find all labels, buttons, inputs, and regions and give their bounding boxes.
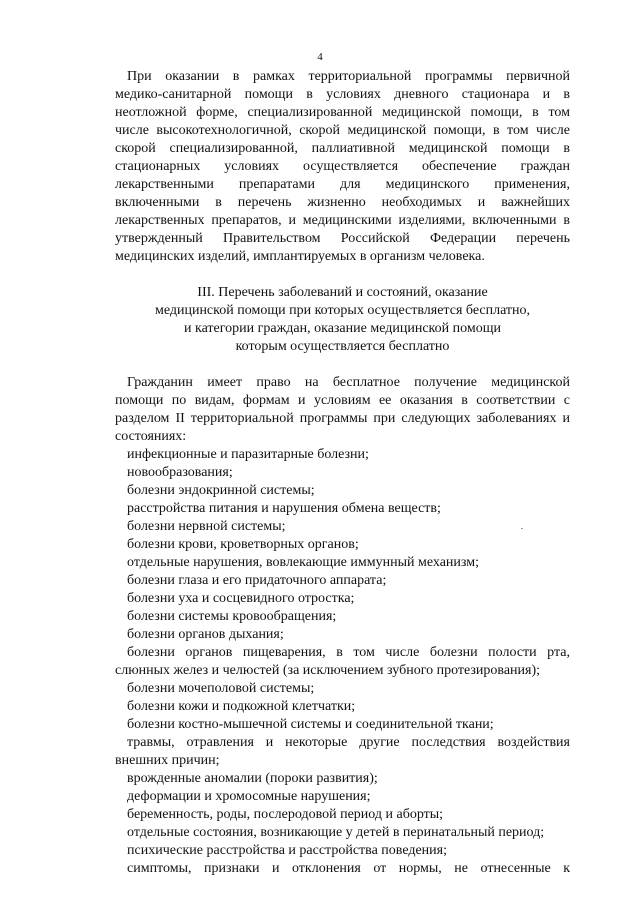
list-item: болезни органов дыхания;: [127, 627, 284, 642]
list-item: симптомы, признаки и отклонения от нормы, не отнесенные к: [127, 861, 570, 876]
list-item: болезни глаза и его придаточного аппарата;: [127, 573, 387, 588]
list-item: деформации и хромосомные нарушения;: [127, 789, 371, 804]
list-item: новообразования;: [127, 465, 233, 480]
list-item: инфекционные и паразитарные болезни;: [127, 447, 369, 462]
list-item: болезни эндокринной системы;: [127, 483, 315, 498]
intro-first-line: Гражданин имеет право на бесплатное получение медицинской: [127, 375, 570, 390]
heading-line-2: медицинской помощи при которых осуществляется бесплатно,: [154, 303, 531, 318]
list-item: травмы, отравления и некоторые другие последствия воздействия внешних причин;: [115, 735, 570, 768]
section-heading: [115, 284, 570, 356]
list-item: болезни системы кровообращения;: [127, 609, 337, 624]
list-item: болезни нервной системы;: [127, 519, 286, 534]
list-item: беременность, роды, послеродовой период и аборты;: [127, 807, 444, 822]
intro-paragraph: [115, 374, 570, 446]
paragraph-first-line: При оказании в рамках территориальной программы первичной: [127, 69, 570, 84]
heading-line-4: которым осуществляется бесплатно: [235, 339, 450, 354]
list-item: болезни органов пищеварения, в том числе болезни полости рта, слюнных желез и челюстей (за исключением зубного протезирования);: [115, 645, 570, 678]
list-item: отдельные нарушения, вовлекающие иммунный механизм;: [127, 555, 479, 570]
heading-line-3: и категории граждан, оказание медицинской помощи: [184, 321, 501, 336]
paragraph-body: медико-санитарной помощи в условиях дневного стационара и в неотложной форме, специализированной медицинской помощи, в том числе высокотехнологичной, скорой медицинской помощи, в том числе скорой специализированной, паллиативной медицинской помощи в стационарных условиях осуществляется обеспечение граждан лекарственными препаратами для медицинского применения, включенными в перечень жизненно необходимых и важнейших лекарственных препаратов, и медицинскими изделиями, включенными в утвержденный Правительством Российской Федерации перечень медицинских изделий, имплантируемых в организм человека.: [115, 87, 570, 264]
paragraph-medication-provision: [115, 68, 570, 266]
intro-body: помощи по видам, формам и условиям ее оказания в соответствии с разделом II территориальной программы при следующих заболеваниях и состояниях:: [115, 393, 570, 444]
list-item: болезни мочеполовой системы;: [127, 681, 315, 696]
list-item: болезни уха и сосцевидного отростка;: [127, 591, 355, 606]
list-item: болезни кожи и подкожной клетчатки;: [127, 699, 356, 714]
page-number: 4: [317, 51, 323, 63]
list-item: болезни крови, кроветворных органов;: [127, 537, 359, 552]
list-item: отдельные состояния, возникающие у детей в перинатальный период;: [127, 825, 545, 840]
document-body: [115, 68, 570, 878]
disease-list: [115, 446, 570, 878]
list-item: болезни костно-мышечной системы и соединительной ткани;: [127, 717, 494, 732]
heading-line-1: III. Перечень заболеваний и состояний, оказание: [197, 285, 488, 300]
list-item: врожденные аномалии (пороки развития);: [127, 771, 378, 786]
list-item: расстройства питания и нарушения обмена веществ;: [127, 501, 441, 516]
list-item: психические расстройства и расстройства поведения;: [127, 843, 447, 858]
scan-speck: [521, 528, 523, 529]
